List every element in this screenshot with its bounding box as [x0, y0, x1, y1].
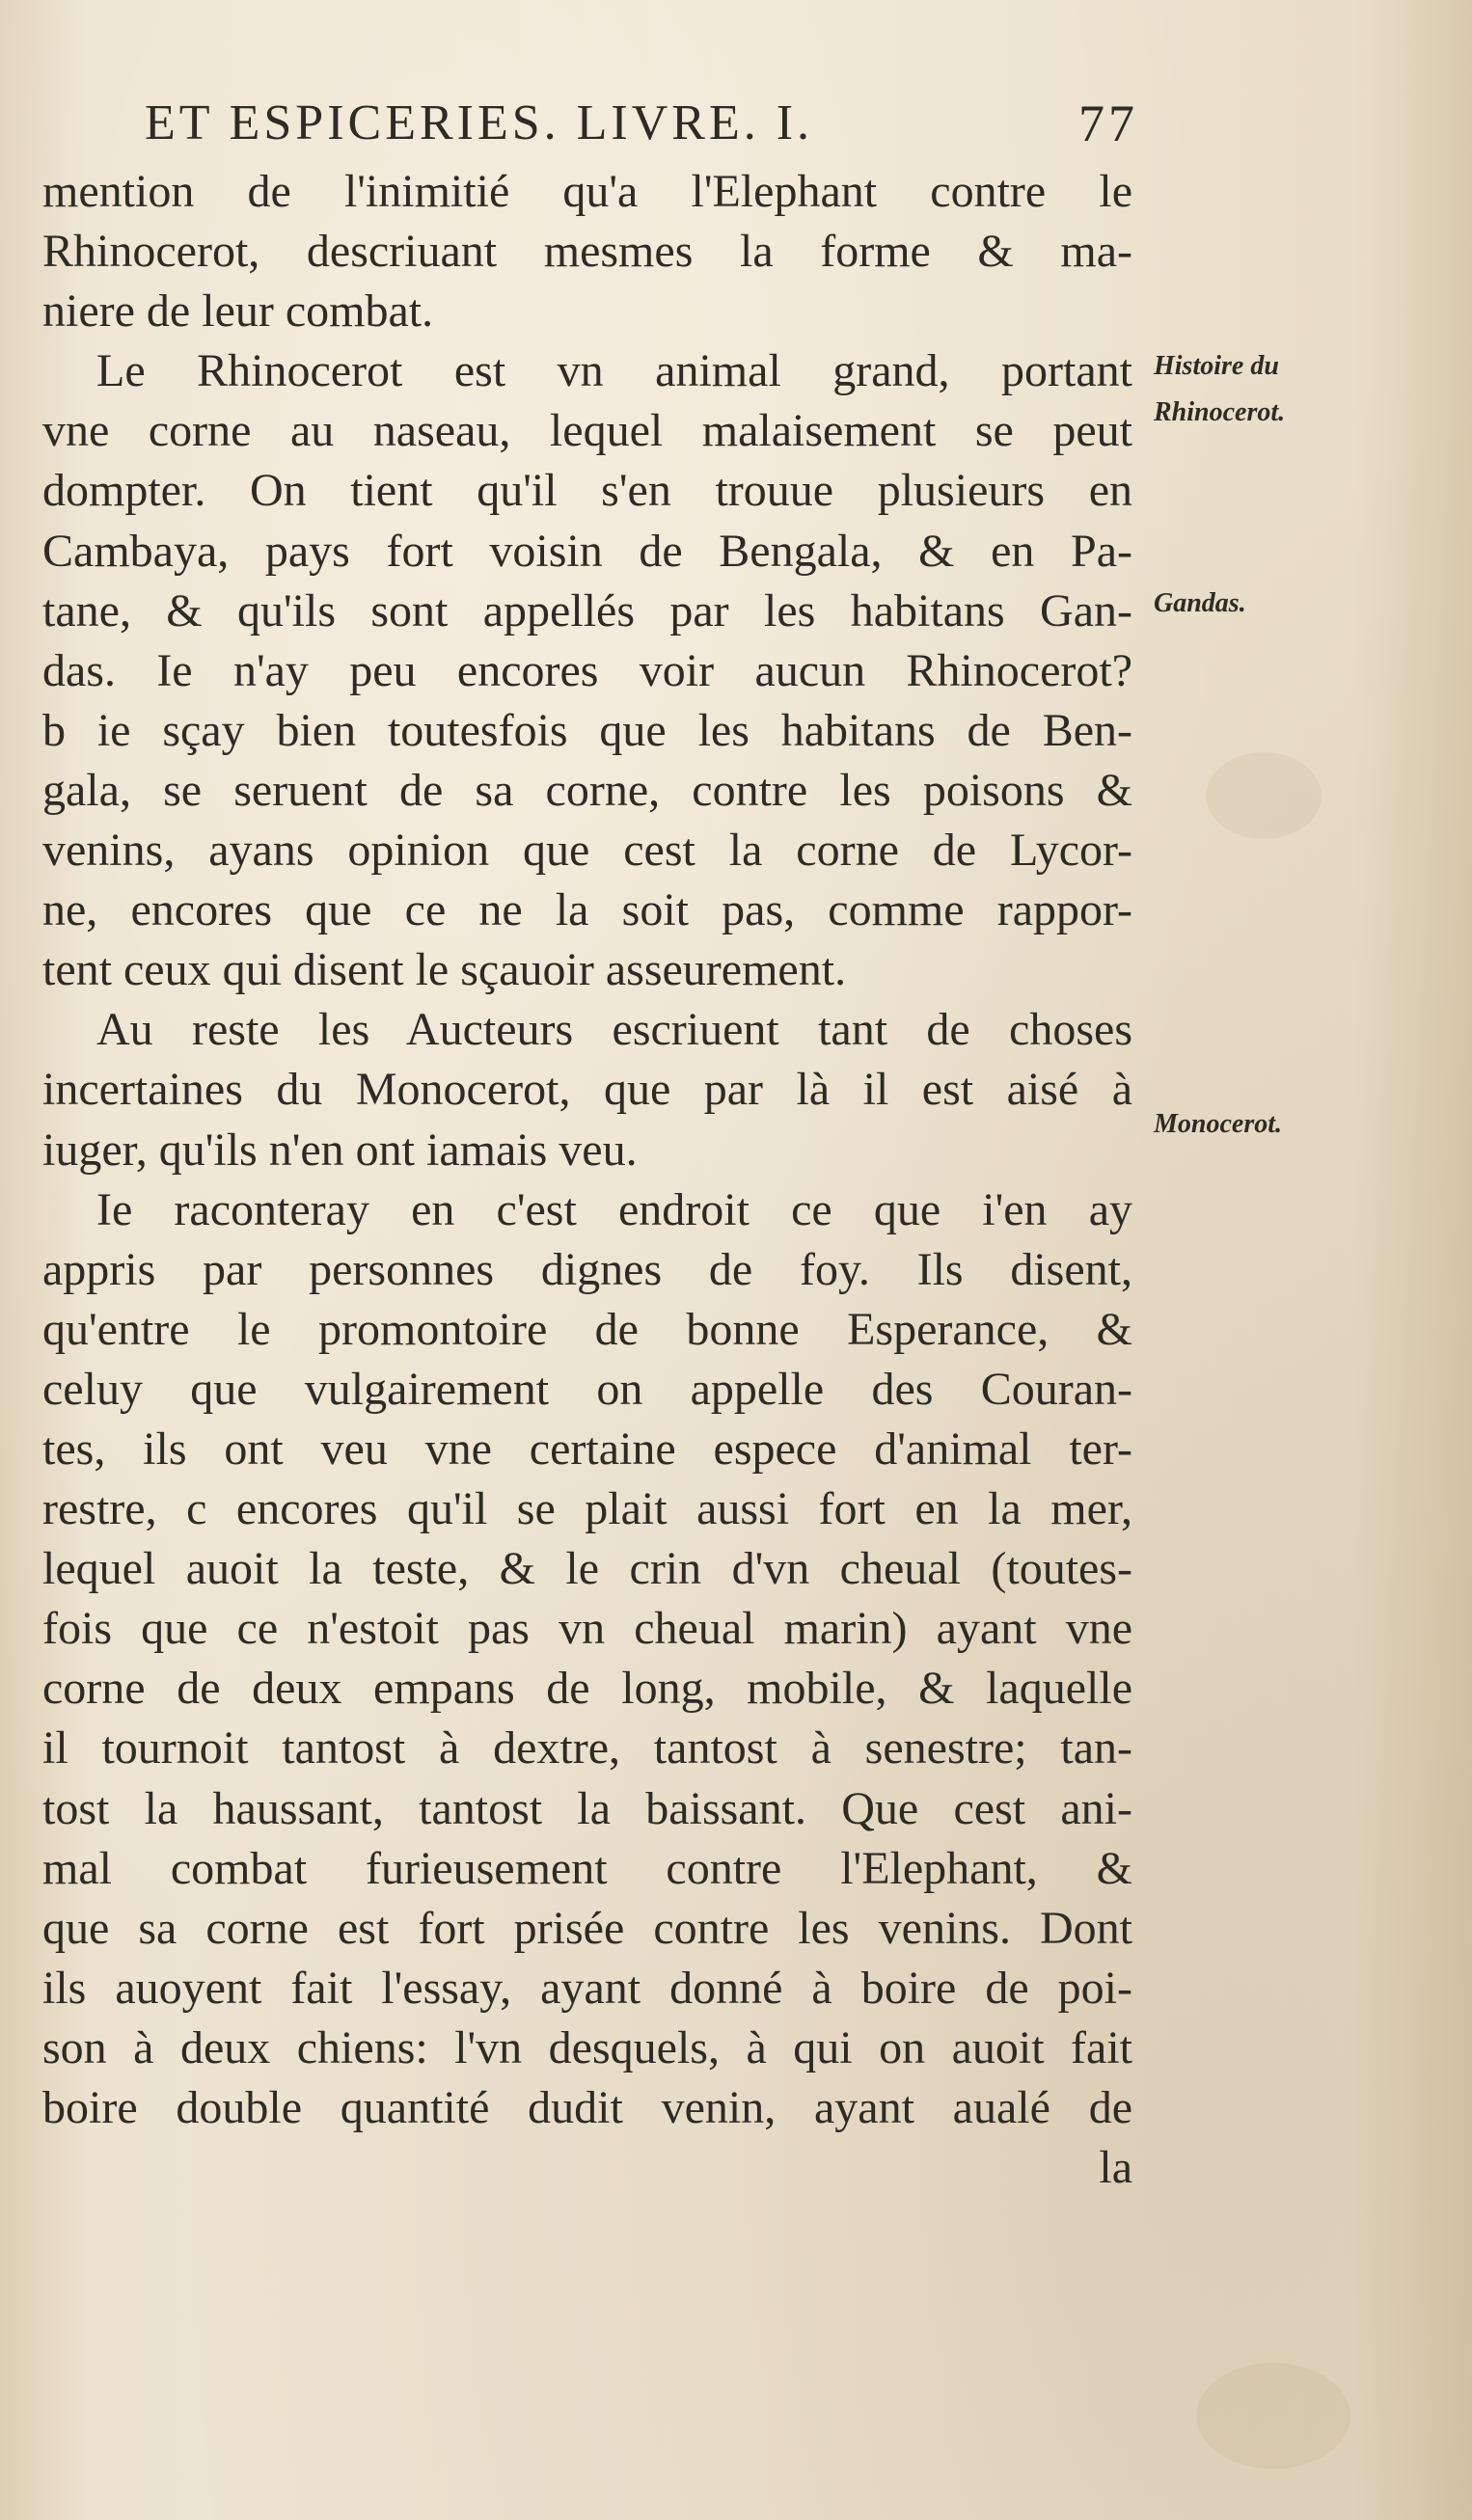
margin-note-histoire-line1: Histoire du: [1154, 351, 1279, 381]
text-line: iuger, qu'ils n'en ont iamais veu.: [42, 1124, 638, 1176]
text-line: Le Rhinocerot est vn animal grand, portant: [96, 345, 1132, 397]
margin-note-gandas: [1154, 584, 1246, 623]
text-line: Cambaya, pays fort voisin de Bengala, & en Pa-: [42, 525, 1132, 577]
text-line: appris par personnes dignes de foy. Ils disent,: [42, 1243, 1132, 1295]
text-line: boire double quantité dudit venin, ayant aualé de: [42, 2082, 1132, 2133]
text-line: celuy que vulgairement on appelle des Couran-: [42, 1363, 1132, 1415]
catchword: la: [1099, 2142, 1132, 2194]
text-line: mention de l'inimitié qu'a l'Elephant contre le: [42, 166, 1132, 217]
text-line: ils auoyent fait l'essay, ayant donné à boire de poi-: [42, 1962, 1132, 2014]
text-line: b ie sçay bien toutesfois que les habitans de Ben-: [42, 704, 1132, 756]
text-line: qu'entre le promontoire de bonne Esperance, &: [42, 1303, 1132, 1355]
text-line: fois que ce n'estoit pas vn cheual marin) ayant vne: [42, 1603, 1132, 1655]
margin-note-monocerot-text: Monocerot.: [1154, 1109, 1282, 1139]
text-line: tane, & qu'ils sont appellés par les habitans Gan-: [42, 584, 1132, 637]
margin-note-histoire-line2: Rhinocerot.: [1154, 397, 1286, 427]
text-line: lequel auoit la teste, & le crin d'vn cheual (toutes-: [42, 1543, 1132, 1595]
text-line: ne, encores que ce ne la soit pas, comme rappor-: [42, 884, 1132, 936]
text-line: Rhinocerot, descriuant mesmes la forme & ma-: [42, 226, 1132, 278]
paper-stain: [1196, 2363, 1350, 2469]
text-line: incertaines du Monocerot, que par là il est aisé à: [42, 1064, 1132, 1116]
text-line: son à deux chiens: l'vn desquels, à qui on auoit fait: [42, 2021, 1132, 2073]
page-number: 77: [1078, 95, 1138, 152]
paper-stain: [1206, 752, 1322, 839]
text-line: das. Ie n'ay peu encores voir aucun Rhinocerot?: [42, 644, 1132, 696]
text-line: dompter. On tient qu'il s'en trouue plusieurs en: [42, 465, 1132, 517]
text-line: que sa corne est fort prisée contre les venins. Dont: [42, 1902, 1132, 1954]
text-line: Au reste les Aucteurs escriuent tant de choses: [96, 1004, 1132, 1056]
text-line: niere de leur combat.: [42, 285, 434, 338]
running-head: [145, 95, 1138, 152]
margin-note-rhinocerot: [1154, 393, 1285, 432]
margin-note-gandas-text: Gandas.: [1154, 588, 1246, 618]
text-line: mal combat furieusement contre l'Elephant, &: [42, 1842, 1132, 1894]
text-line: il tournoit tantost à dextre, tantost à senestre; tan-: [42, 1722, 1132, 1775]
running-head-title: ET ESPICERIES. LIVRE. I.: [145, 95, 814, 150]
text-line: tes, ils ont veu vne certaine espece d'animal ter-: [42, 1423, 1132, 1475]
margin-note-monocerot: [1154, 1105, 1282, 1144]
text-line: tent ceux qui disent le sçauoir asseurement.: [42, 944, 847, 996]
text-line: tost la haussant, tantost la baissant. Que cest ani-: [42, 1782, 1132, 1834]
text-line: restre, c encores qu'il se plait aussi fort en la mer,: [42, 1483, 1132, 1535]
text-line: gala, se seruent de sa corne, contre les poisons &: [42, 764, 1132, 816]
margin-note-histoire: [1154, 347, 1279, 386]
text-line: Ie raconteray en c'est endroit ce que i'en ay: [96, 1183, 1132, 1235]
text-line: corne de deux empans de long, mobile, & laquelle: [42, 1663, 1132, 1715]
text-line: vne corne au naseau, lequel malaisement se peut: [42, 405, 1132, 457]
body-text: [42, 162, 1132, 2198]
text-line: venins, ayans opinion que cest la corne de Lycor-: [42, 825, 1132, 877]
